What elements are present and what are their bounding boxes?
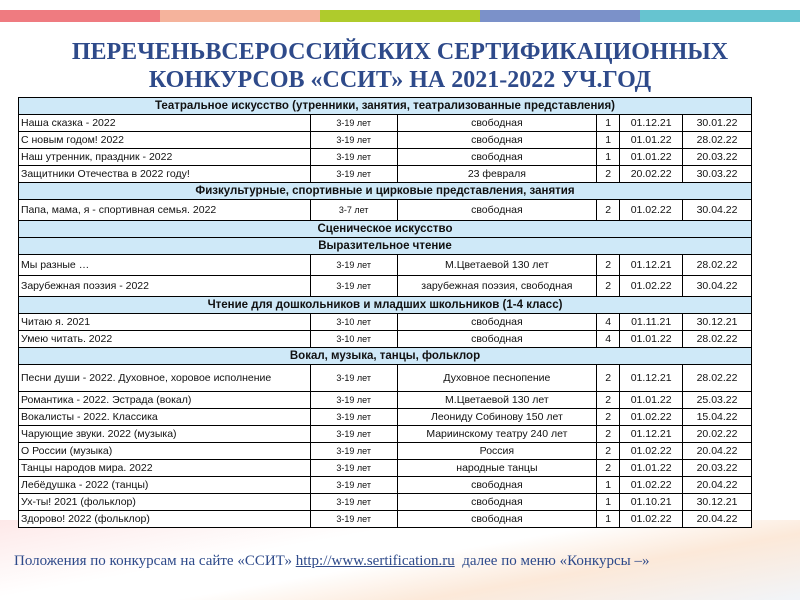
cell-age: 3-19 лет	[310, 132, 397, 149]
cell-n: 2	[597, 409, 620, 426]
table-row	[19, 276, 752, 297]
cell-end: 30.03.22	[683, 166, 752, 183]
section-header-row	[19, 221, 752, 238]
cell-theme: М.Цветаевой 130 лет	[397, 392, 597, 409]
section-title: Сценическое искусство	[19, 221, 752, 238]
cell-theme: свободная	[397, 149, 597, 166]
cell-age: 3-19 лет	[310, 276, 397, 297]
cell-n: 2	[597, 166, 620, 183]
cell-theme: Мариинскому театру 240 лет	[397, 426, 597, 443]
cell-end: 28.02.22	[683, 132, 752, 149]
cell-theme: свободная	[397, 331, 597, 348]
cell-theme: свободная	[397, 477, 597, 494]
cell-name: Здорово! 2022 (фольклор)	[19, 511, 311, 528]
cell-n: 2	[597, 426, 620, 443]
table-row	[19, 409, 752, 426]
cell-n: 1	[597, 115, 620, 132]
cell-end: 28.02.22	[683, 365, 752, 392]
cell-end: 30.04.22	[683, 200, 752, 221]
footer-text-after: далее по меню «Конкурсы –»	[454, 553, 650, 569]
table-row	[19, 255, 752, 276]
cell-name: Читаю я. 2021	[19, 314, 311, 331]
footer-note	[14, 553, 649, 570]
cell-theme: свободная	[397, 132, 597, 149]
cell-start: 01.01.22	[620, 460, 683, 477]
cell-n: 1	[597, 149, 620, 166]
cell-age: 3-19 лет	[310, 166, 397, 183]
cell-end: 20.04.22	[683, 443, 752, 460]
cell-start: 01.01.22	[620, 331, 683, 348]
cell-end: 30.04.22	[683, 276, 752, 297]
table-row	[19, 494, 752, 511]
section-header-row	[19, 183, 752, 200]
cell-age: 3-10 лет	[310, 314, 397, 331]
table-row	[19, 331, 752, 348]
cell-n: 1	[597, 511, 620, 528]
table-row	[19, 426, 752, 443]
stripe	[160, 10, 320, 22]
cell-theme: М.Цветаевой 130 лет	[397, 255, 597, 276]
section-header-row	[19, 348, 752, 365]
section-header-row	[19, 98, 752, 115]
cell-name: Умею читать. 2022	[19, 331, 311, 348]
section-title: Вокал, музыка, танцы, фольклор	[19, 348, 752, 365]
cell-end: 28.02.22	[683, 255, 752, 276]
cell-start: 01.02.22	[620, 443, 683, 460]
cell-n: 4	[597, 331, 620, 348]
cell-theme: Леониду Собинову 150 лет	[397, 409, 597, 426]
table-row	[19, 115, 752, 132]
cell-start: 01.02.22	[620, 200, 683, 221]
cell-name: Танцы народов мира. 2022	[19, 460, 311, 477]
cell-end: 30.12.21	[683, 314, 752, 331]
cell-end: 25.03.22	[683, 392, 752, 409]
cell-age: 3-19 лет	[310, 255, 397, 276]
cell-age: 3-19 лет	[310, 460, 397, 477]
table-row	[19, 166, 752, 183]
title-line-1: ПЕРЕЧЕНЬВСЕРОССИЙСКИХ СЕРТИФИКАЦИОННЫХ	[71, 39, 729, 65]
cell-age: 3-7 лет	[310, 200, 397, 221]
cell-end: 30.12.21	[683, 494, 752, 511]
cell-start: 01.02.22	[620, 511, 683, 528]
cell-name: Песни души - 2022. Духовное, хоровое исполнение	[19, 365, 311, 392]
cell-theme: свободная	[397, 511, 597, 528]
cell-start: 01.12.21	[620, 426, 683, 443]
cell-n: 1	[597, 494, 620, 511]
cell-n: 1	[597, 477, 620, 494]
cell-name: Наша сказка - 2022	[19, 115, 311, 132]
cell-age: 3-19 лет	[310, 511, 397, 528]
cell-theme: 23 февраля	[397, 166, 597, 183]
cell-start: 20.02.22	[620, 166, 683, 183]
cell-n: 2	[597, 443, 620, 460]
cell-start: 01.01.22	[620, 392, 683, 409]
cell-name: Папа, мама, я - спортивная семья. 2022	[19, 200, 311, 221]
cell-name: Ух-ты! 2021 (фольклор)	[19, 494, 311, 511]
cell-n: 2	[597, 276, 620, 297]
cell-theme: свободная	[397, 115, 597, 132]
cell-age: 3-19 лет	[310, 149, 397, 166]
cell-age: 3-19 лет	[310, 443, 397, 460]
section-title: Чтение для дошкольников и младших школьников (1-4 класс)	[19, 297, 752, 314]
cell-n: 1	[597, 132, 620, 149]
cell-end: 28.02.22	[683, 331, 752, 348]
cell-name: Наш утренник, праздник - 2022	[19, 149, 311, 166]
stripe	[640, 10, 800, 22]
cell-start: 01.11.21	[620, 314, 683, 331]
cell-name: Мы разные …	[19, 255, 311, 276]
cell-age: 3-19 лет	[310, 409, 397, 426]
table-row	[19, 200, 752, 221]
cell-start: 01.02.22	[620, 409, 683, 426]
site-link[interactable]: http://www.sertification.ru	[295, 553, 455, 569]
cell-theme: свободная	[397, 314, 597, 331]
cell-start: 01.01.22	[620, 132, 683, 149]
cell-n: 2	[597, 392, 620, 409]
cell-n: 2	[597, 255, 620, 276]
section-title: Выразительное чтение	[19, 238, 752, 255]
cell-end: 20.03.22	[683, 460, 752, 477]
cell-name: Романтика - 2022. Эстрада (вокал)	[19, 392, 311, 409]
cell-age: 3-19 лет	[310, 392, 397, 409]
cell-n: 4	[597, 314, 620, 331]
section-title: Театральное искусство (утренники, занятия, театрализованные представления)	[19, 98, 752, 115]
cell-start: 01.10.21	[620, 494, 683, 511]
table-row	[19, 477, 752, 494]
cell-start: 01.12.21	[620, 365, 683, 392]
cell-start: 01.12.21	[620, 255, 683, 276]
cell-end: 20.03.22	[683, 149, 752, 166]
cell-name: Защитники Отечества в 2022 году!	[19, 166, 311, 183]
cell-theme: Россия	[397, 443, 597, 460]
table-row	[19, 392, 752, 409]
title-line-2: КОНКУРСОВ «ССИТ» НА 2021-2022 УЧ.ГОД	[148, 67, 652, 93]
cell-n: 2	[597, 365, 620, 392]
color-stripes	[0, 10, 800, 22]
cell-name: Чарующие звуки. 2022 (музыка)	[19, 426, 311, 443]
cell-theme: зарубежная поэзия, свободная	[397, 276, 597, 297]
cell-end: 20.04.22	[683, 511, 752, 528]
table-row	[19, 149, 752, 166]
cell-end: 20.04.22	[683, 477, 752, 494]
cell-age: 3-19 лет	[310, 115, 397, 132]
footer-text: Положения по конкурсам на сайте «ССИТ»	[14, 553, 296, 569]
stripe	[0, 10, 160, 22]
table-row	[19, 511, 752, 528]
cell-n: 2	[597, 200, 620, 221]
table-row	[19, 132, 752, 149]
cell-name: О России (музыка)	[19, 443, 311, 460]
cell-name: С новым годом! 2022	[19, 132, 311, 149]
table-row	[19, 443, 752, 460]
cell-n: 2	[597, 460, 620, 477]
stripe	[480, 10, 640, 22]
cell-end: 20.02.22	[683, 426, 752, 443]
cell-end: 30.01.22	[683, 115, 752, 132]
cell-theme: народные танцы	[397, 460, 597, 477]
cell-name: Вокалисты - 2022. Классика	[19, 409, 311, 426]
table-row	[19, 314, 752, 331]
cell-start: 01.01.22	[620, 149, 683, 166]
cell-age: 3-19 лет	[310, 426, 397, 443]
table-row	[19, 365, 752, 392]
cell-start: 01.02.22	[620, 477, 683, 494]
cell-theme: Духовное песнопение	[397, 365, 597, 392]
cell-theme: свободная	[397, 494, 597, 511]
cell-theme: свободная	[397, 200, 597, 221]
cell-end: 15.04.22	[683, 409, 752, 426]
cell-age: 3-19 лет	[310, 365, 397, 392]
contests-table	[18, 97, 752, 528]
section-header-row	[19, 238, 752, 255]
cell-age: 3-19 лет	[310, 477, 397, 494]
cell-name: Зарубежная поэзия - 2022	[19, 276, 311, 297]
stripe	[320, 10, 480, 22]
cell-age: 3-19 лет	[310, 494, 397, 511]
cell-start: 01.12.21	[620, 115, 683, 132]
table-row	[19, 460, 752, 477]
cell-age: 3-10 лет	[310, 331, 397, 348]
section-header-row	[19, 297, 752, 314]
page-title	[0, 38, 800, 94]
section-title: Физкультурные, спортивные и цирковые представления, занятия	[19, 183, 752, 200]
cell-name: Лебёдушка - 2022 (танцы)	[19, 477, 311, 494]
cell-start: 01.02.22	[620, 276, 683, 297]
